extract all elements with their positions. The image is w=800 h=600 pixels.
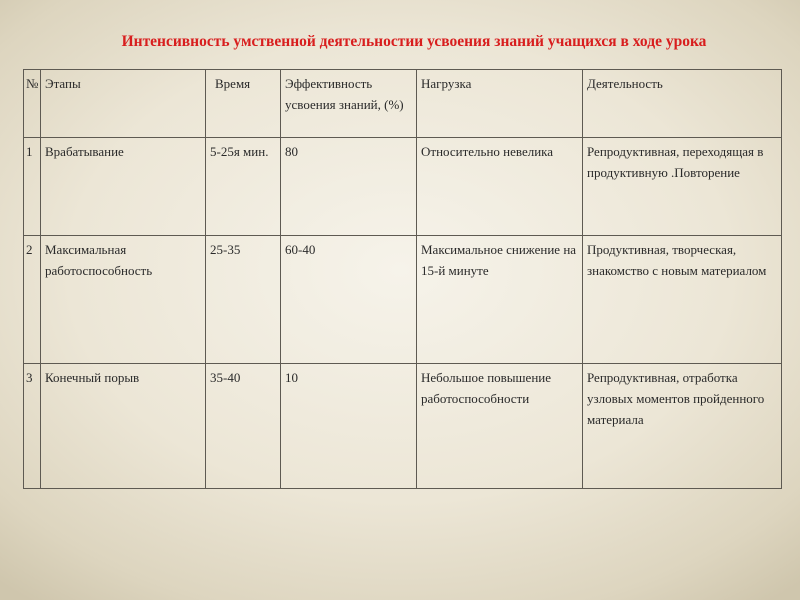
- header-load: Нагрузка: [417, 70, 583, 138]
- table-header-row: [24, 70, 782, 138]
- cell-efficiency: 10: [281, 364, 417, 489]
- cell-activity: Репродуктивная, переходящая в продуктивную .Повторение: [583, 138, 782, 236]
- cell-stage: Максимальная работоспособность: [41, 236, 206, 364]
- header-time: Время: [206, 70, 281, 138]
- intensity-table: [23, 69, 782, 489]
- header-efficiency: Эффективность усвоения знаний, (%): [281, 70, 417, 138]
- cell-activity: Продуктивная, творческая, знакомство с новым материалом: [583, 236, 782, 364]
- header-num: №: [24, 70, 41, 138]
- cell-load: Небольшое повышение работоспособности: [417, 364, 583, 489]
- cell-activity: Репродуктивная, отработка узловых моментов пройденного материала: [583, 364, 782, 489]
- header-activity: Деятельность: [583, 70, 782, 138]
- cell-num: 1: [24, 138, 41, 236]
- table-row: [24, 138, 782, 236]
- cell-num: 3: [24, 364, 41, 489]
- cell-efficiency: 60-40: [281, 236, 417, 364]
- cell-time: 35-40: [206, 364, 281, 489]
- cell-efficiency: 80: [281, 138, 417, 236]
- cell-time: 5-25я мин.: [206, 138, 281, 236]
- cell-num: 2: [24, 236, 41, 364]
- table-row: [24, 364, 782, 489]
- cell-load: Относительно невелика: [417, 138, 583, 236]
- cell-stage: Врабатывание: [41, 138, 206, 236]
- page-title: Интенсивность умственной деятельностии усвоения знаний учащихся в ходе урока: [121, 33, 707, 50]
- cell-stage: Конечный порыв: [41, 364, 206, 489]
- cell-load: Максимальное снижение на 15-й минуте: [417, 236, 583, 364]
- cell-time: 25-35: [206, 236, 281, 364]
- table-row: [24, 236, 782, 364]
- header-stage: Этапы: [41, 70, 206, 138]
